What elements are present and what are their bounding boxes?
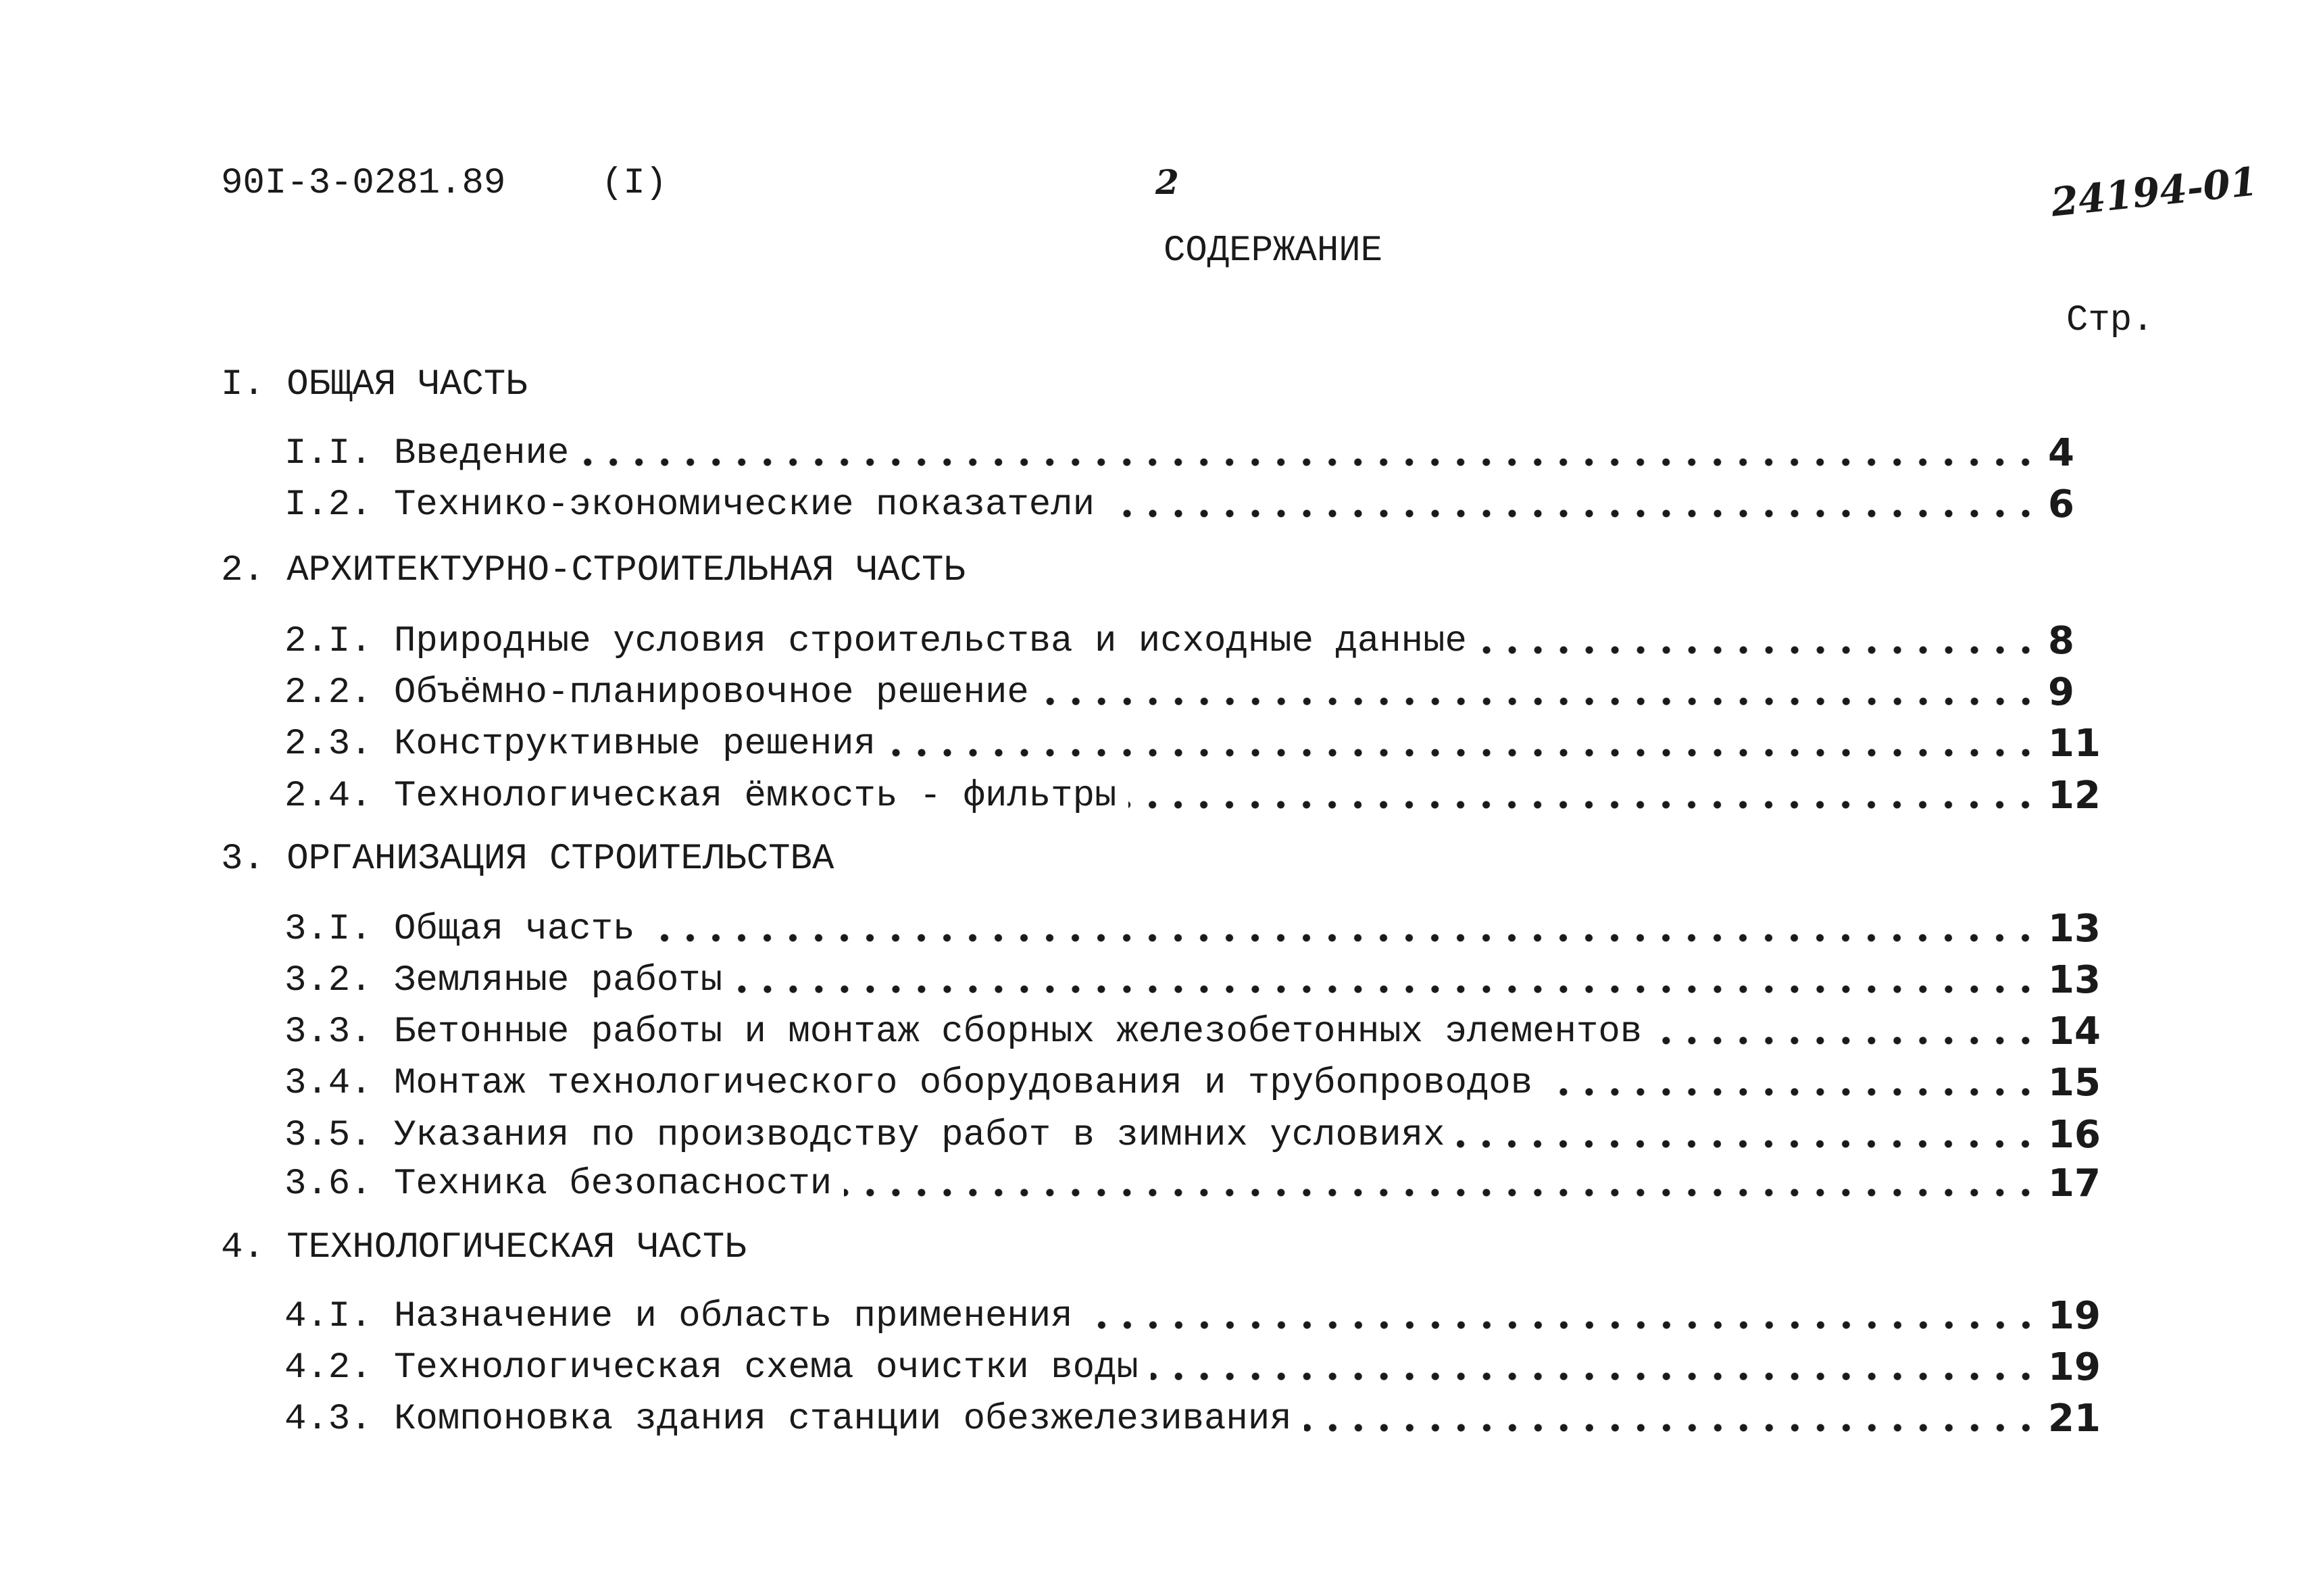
entry-page: 13 [2048, 907, 2101, 951]
section-title: 2. АРХИТЕКТУРНО-СТРОИТЕЛЬНАЯ ЧАСТЬ [221, 550, 966, 591]
entry-label: 3.3. Бетонные работы и монтаж сборных железобетонных элементов [284, 1012, 1643, 1053]
dot-leader [1304, 1423, 2039, 1432]
entry-page: 11 [2048, 722, 2101, 766]
dot-leader [734, 984, 2039, 994]
entry-label: 3.6. Техника безопасности [284, 1164, 832, 1205]
dot-leader [647, 933, 2039, 943]
toc-entry [284, 1294, 2109, 1338]
entry-label: I.I. Введение [284, 433, 570, 474]
toc-entry [284, 1009, 2109, 1053]
section-title: 3. ОРГАНИЗАЦИЯ СТРОИТЕЛЬСТВА [221, 839, 834, 880]
dot-leader [1479, 645, 2039, 655]
entry-label: 3.2. Земляные работы [284, 960, 723, 1001]
entry-page: 19 [2048, 1294, 2101, 1338]
entry-label: 4.3. Компоновка здания станции обезжелезивания [284, 1399, 1292, 1440]
dot-leader [1107, 509, 2039, 518]
toc-entry [284, 1113, 2109, 1157]
entry-page: 17 [2048, 1162, 2101, 1205]
dot-leader [1654, 1036, 2039, 1045]
toc-entry [284, 1397, 2109, 1441]
section-title: 4. ТЕХНОЛОГИЧЕСКАЯ ЧАСТЬ [221, 1227, 747, 1268]
toc-entry [284, 482, 2109, 526]
page-number: 2 [1155, 162, 1179, 202]
toc-entry [284, 1061, 2109, 1105]
entry-page: 13 [2048, 958, 2101, 1002]
entry-page: 16 [2048, 1113, 2101, 1157]
entry-page: 14 [2048, 1009, 2101, 1053]
entry-page: 21 [2048, 1397, 2101, 1441]
entry-label: 3.4. Монтаж технологического оборудования и трубопроводов [284, 1063, 1533, 1104]
toc-entry [284, 774, 2109, 818]
toc-entry [284, 722, 2109, 766]
dot-leader [888, 748, 2039, 757]
page-column-label: Стр. [2066, 300, 2154, 341]
entry-page: 19 [2048, 1345, 2101, 1389]
entry-page: 12 [2048, 774, 2101, 818]
dot-leader [844, 1188, 2039, 1197]
entry-label: 2.4. Технологическая ёмкость - фильтры [284, 776, 1117, 817]
archive-number: 24194-01 [2049, 158, 2260, 226]
dot-leader [1085, 1320, 2039, 1330]
toc-entry [284, 958, 2109, 1002]
entry-page: 4 [2048, 431, 2074, 475]
entry-label: 3.I. Общая часть [284, 909, 635, 950]
dot-leader [1041, 697, 2039, 706]
toc-entry [284, 431, 2109, 475]
entry-label: 2.2. Объёмно-планировочное решение [284, 672, 1029, 714]
dot-leader [1151, 1372, 2039, 1381]
section-title: I. ОБЩАЯ ЧАСТЬ [221, 364, 528, 405]
dot-leader [1128, 800, 2039, 809]
toc-entry [284, 1345, 2109, 1389]
entry-page: 15 [2048, 1061, 2101, 1105]
contents-title: СОДЕРЖАНИЕ [1164, 230, 1383, 272]
dot-leader [581, 457, 2039, 467]
dot-leader [1457, 1139, 2039, 1149]
entry-page: 8 [2048, 619, 2074, 663]
toc-entry [284, 619, 2109, 663]
volume-number: (I) [601, 163, 668, 204]
toc-entry [284, 1162, 2109, 1205]
dot-leader [1545, 1087, 2039, 1097]
entry-label: 2.I. Природные условия строительства и исходные данные [284, 621, 1467, 662]
entry-label: 2.3. Конструктивные решения [284, 724, 876, 765]
entry-label: 3.5. Указания по производству работ в зимних условиях [284, 1115, 1445, 1156]
document-code: 90I-3-0281.89 [221, 163, 506, 204]
toc-entry [284, 907, 2109, 951]
entry-label: 4.2. Технологическая схема очистки воды [284, 1347, 1139, 1389]
entry-label: 4.I. Назначение и область применения [284, 1296, 1073, 1337]
entry-label: I.2. Технико-экономические показатели [284, 484, 1095, 526]
entry-page: 9 [2048, 670, 2074, 714]
toc-entry [284, 670, 2109, 714]
entry-page: 6 [2048, 482, 2074, 526]
